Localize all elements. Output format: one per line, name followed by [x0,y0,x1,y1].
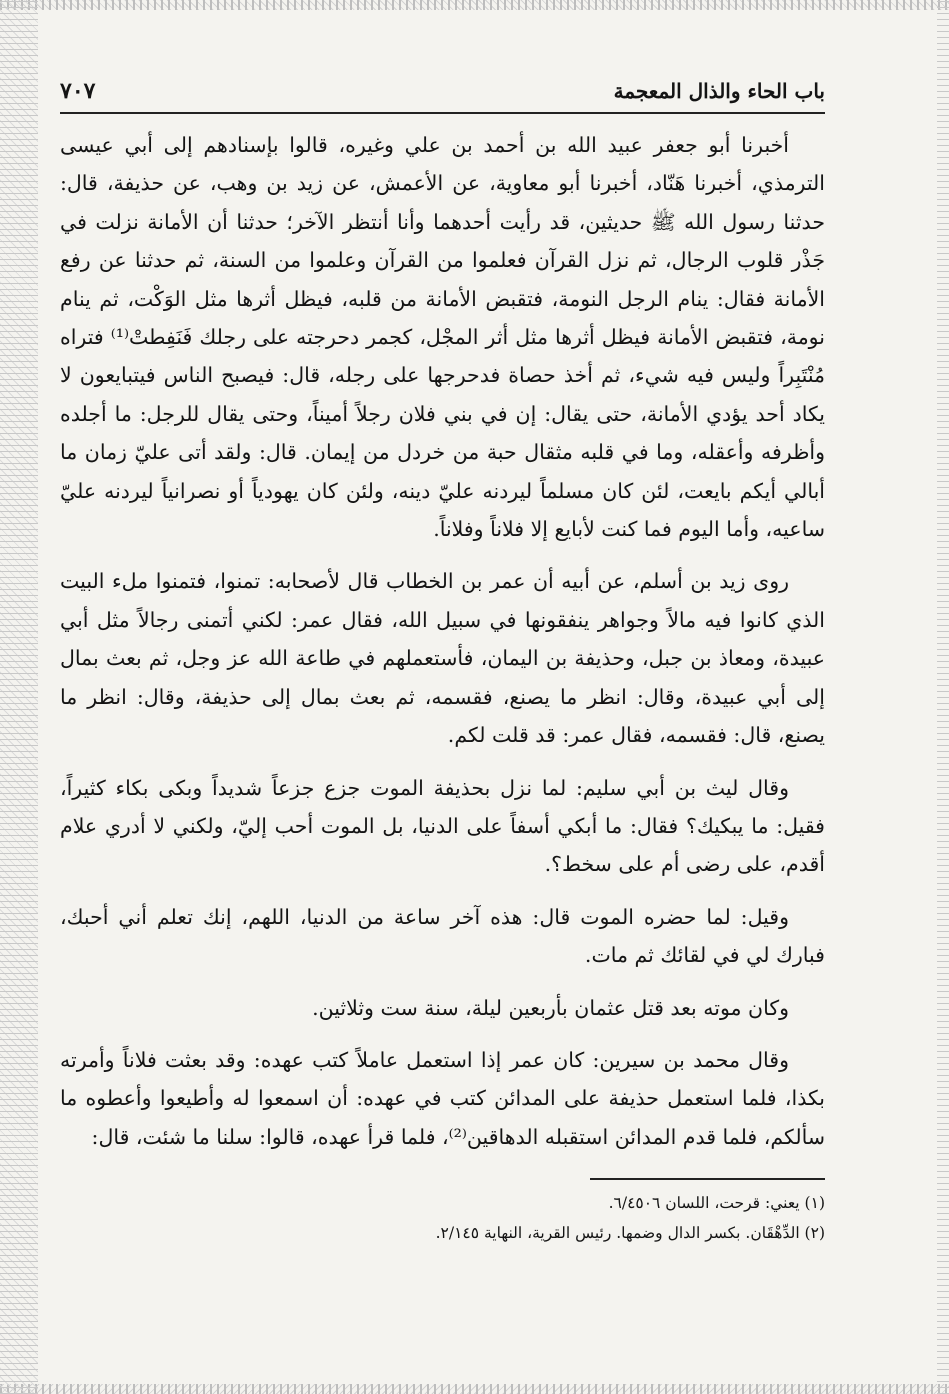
footnote-1: (١) يعني: قرحت، اللسان ٦/٤٥٠٦. [608,1194,825,1213]
paragraph-5: وكان موته بعد قتل عثمان بأربعين ليلة، سنة ست وثلاثين. [312,995,789,1020]
paragraph-4: وقيل: لما حضره الموت قال: هذه آخر ساعة من الدنيا، اللهم، إنك تعلم أني أحبك، فبارك لي في لقائك ثم مات. [60,904,825,968]
decorative-border-bottom [0,1384,949,1394]
footnotes [60,1178,825,1248]
paragraph-6: وقال محمد بن سيرين: كان عمر إذا استعمل عاملاً كتب عهده: وقد بعثت فلاناً وأمرته بكذا، فلما استعمل حذيفة على المدائن كتب في عهده: أن اسمعوا له وأطيعوا وأعطوه ما سألكم، فلما قدم المدائن استقبله الدهاقين⁽²⁾، فلما قرأ عهده، قالوا: سلنا ما شئت، قال: [60,1047,825,1149]
page-number: ٧٠٧ [60,78,96,104]
book-page [60,78,825,1248]
page-header [60,78,825,114]
footnote-divider [590,1178,825,1180]
main-text [60,126,825,1156]
decorative-border-top [0,0,949,10]
paragraph-2: روى زيد بن أسلم، عن أبيه أن عمر بن الخطاب قال لأصحابه: تمنوا، فتمنوا ملء البيت الذي كانوا فيه مالاً وجواهر ينفقونها في سبيل الله، فقال عمر: لكني أتمنى رجالاً مثل أبي عبيدة، ومعاذ بن جبل، وحذيفة بن اليمان، فأستعملهم في طاعة الله عز وجل، ثم بعث بمال إلى أبي عبيدة، وقال: انظر ما يصنع، فقسمه، ثم بعث بمال إلى حذيفة، وقال: انظر ما يصنع، قال: فقسمه، فقال عمر: قد قلت لكم. [60,569,825,748]
decorative-border-right [937,0,949,1394]
footnote-2: (٢) الدِّهْقَان. بكسر الدال وضمها. رئيس القرية، النهاية ٢/١٤٥. [435,1224,825,1243]
paragraph-1: أخبرنا أبو جعفر عبيد الله بن أحمد بن علي وغيره، قالوا بإسنادهم إلى أبي عيسى الترمذي، أخبرنا هَنّاد، أخبرنا أبو معاوية، عن الأعمش، عن زيد بن وهب، عن حذيفة، قال: حدثنا رسول الله ﷺ حديثين، قد رأيت أحدهما وأنا أنتظر الآخر؛ حدثنا أن الأمانة نزلت في جَذْر قلوب الرجال، ثم نزل القرآن فعلموا من القرآن وعلموا من السنة، ثم حدثنا عن رفع الأمانة فقال: ينام الرجل النومة، فتقبض الأمانة من قلبه، فيظل أثرها مثل الوَكْت، ثم ينام نومة، فتقبض الأمانة فيظل أثرها مثل أثر المجْل، كجمر دحرجته على رجلك فَنَفِطتْ⁽¹⁾ فتراه مُنْتَبِراً وليس فيه شيء، ثم أخذ حصاة فدحرجها على رجله، قال: فيصبح الناس فيتبايعون لا يكاد أحد يؤدي الأمانة، حتى يقال: إن في بني فلان رجلاً أميناً، وحتى يقال للرجل: ما أجلده وأظرفه وأعقله، وما في قلبه مثقال حبة من خردل من إيمان. قال: ولقد أتى عليّ زمان ما أبالي أيكم بايعت، لئن كان مسلماً ليردنه عليّ دينه، ولئن كان يهودياً أو نصرانياً ليردنه عليّ ساعيه، وأما اليوم فما كنت لأبايع إلا فلاناً وفلاناً. [60,133,825,542]
paragraph-3: وقال ليث بن أبي سليم: لما نزل بحذيفة الموت جزع جزعاً شديداً وبكى بكاء كثيراً، فقيل: ما يبكيك؟ فقال: ما أبكي أسفاً على الدنيا، بل الموت أحب إليّ، ولكني لا أدري علام أقدم، على رضى أم على سخط؟. [60,775,825,877]
chapter-title: باب الحاء والذال المعجمة [613,79,825,103]
decorative-border-left [0,0,38,1394]
